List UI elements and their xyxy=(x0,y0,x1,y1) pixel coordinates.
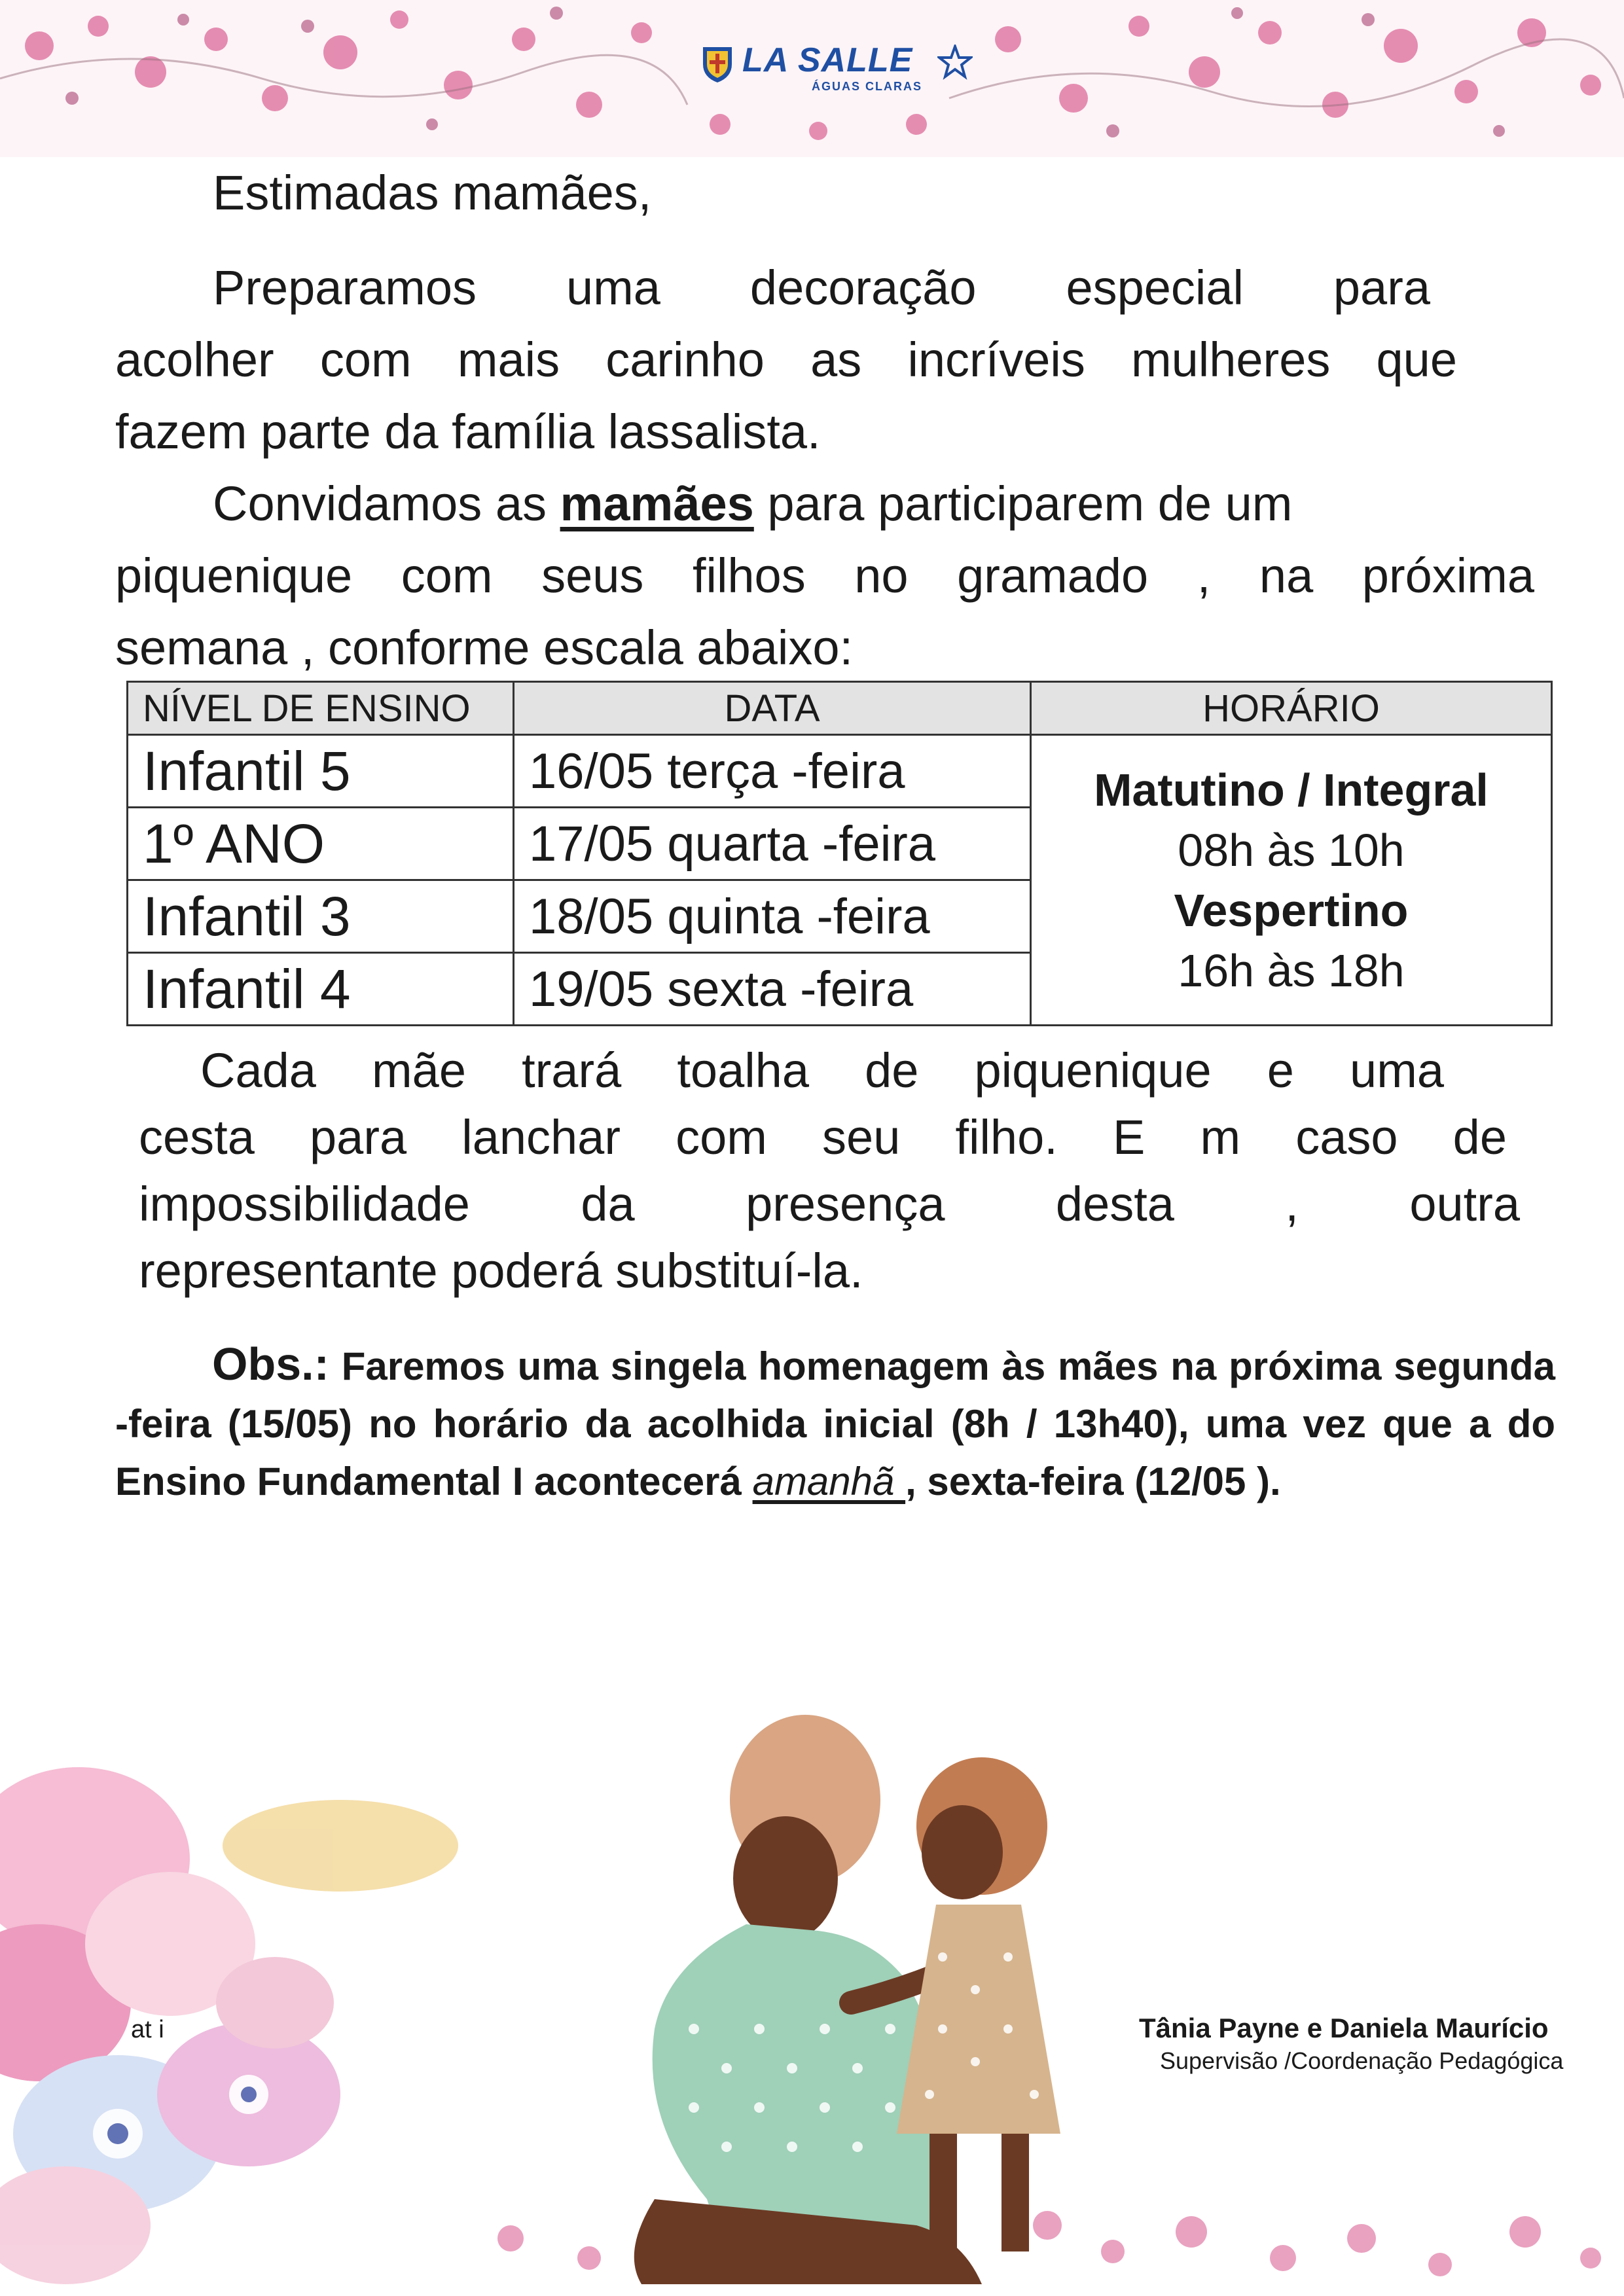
obs-label: Obs.: xyxy=(212,1338,329,1390)
observation-note xyxy=(115,1335,1555,1511)
level-cell: Infantil 4 xyxy=(128,953,514,1026)
shift-morning-name: Matutino / Integral xyxy=(1094,764,1489,816)
paragraph-1-line-3: fazem parte da família lassalista. xyxy=(115,404,821,459)
invite-text-start: Convidamos as xyxy=(213,476,560,531)
level-cell: Infantil 3 xyxy=(128,880,514,953)
greeting: Estimadas mamães, xyxy=(213,166,652,220)
logo-subtext: ÁGUAS CLARAS xyxy=(812,80,923,93)
signature-role: Supervisão /Coordenação Pedagógica xyxy=(1160,2047,1564,2074)
date-cell: 17/05 quarta -feira xyxy=(514,808,1031,880)
header-time: HORÁRIO xyxy=(1031,682,1552,735)
obs-text-start: Faremos uma singela homenagem às mães na próxima segunda -feira (15/05) no horário da acolhida inicial (8h / 13h40), uma vez que a do Ensino Fundamental I acontecerá xyxy=(115,1344,1555,1503)
time-cell xyxy=(1031,735,1552,1026)
invite-text-end: para participarem de um xyxy=(753,476,1293,531)
notice-line-1: Cada mãe trará toalha de piquenique e uma xyxy=(200,1043,1444,1098)
level-cell: 1º ANO xyxy=(128,808,514,880)
shield-icon xyxy=(702,45,733,84)
la-salle-logo xyxy=(702,41,977,99)
paragraph-2-line-1 xyxy=(213,468,1292,540)
header-date: DATA xyxy=(514,682,1031,735)
level-cell: Infantil 5 xyxy=(128,735,514,808)
paragraph-1-line-2: acolher com mais carinho as incríveis mulheres que xyxy=(115,332,1457,387)
logo-text: LA SALLE xyxy=(742,41,913,79)
mothers-emphasis: mamães xyxy=(560,476,754,531)
table-header-row xyxy=(128,682,1552,735)
notice-line-3: impossibilidade da presença desta , outra xyxy=(139,1177,1520,1231)
notice-line-2: cesta para lanchar com seu filho. E m caso de xyxy=(139,1110,1507,1164)
schedule-table xyxy=(126,681,1553,1026)
stray-text: at i xyxy=(131,2016,164,2043)
date-cell: 16/05 terça -feira xyxy=(514,735,1031,808)
shift-afternoon-time: 16h às 18h xyxy=(1178,944,1405,996)
paragraph-2-line-3: semana , conforme escala abaixo: xyxy=(115,620,854,675)
shift-afternoon-name: Vespertino xyxy=(1174,884,1409,936)
obs-text-end: , sexta-feira (12/05 ). xyxy=(905,1460,1281,1503)
signature-names: Tânia Payne e Daniela Maurício xyxy=(1139,2013,1549,2043)
date-cell: 19/05 sexta -feira xyxy=(514,953,1031,1026)
star-icon xyxy=(937,45,973,80)
mother-child-illustration xyxy=(0,1662,1624,2296)
table-row xyxy=(128,735,1552,808)
paragraph-1-line-1: Preparamos uma decoração especial para xyxy=(213,260,1430,315)
notice-line-4: representante poderá substituí-la. xyxy=(139,1244,863,1298)
header-level: NÍVEL DE ENSINO xyxy=(128,682,514,735)
date-cell: 18/05 quinta -feira xyxy=(514,880,1031,953)
tomorrow-emphasis: amanhã xyxy=(752,1460,906,1503)
shift-morning-time: 08h às 10h xyxy=(1178,824,1405,876)
paragraph-2-line-2: piquenique com seus filhos no gramado , na próxima xyxy=(115,548,1534,603)
